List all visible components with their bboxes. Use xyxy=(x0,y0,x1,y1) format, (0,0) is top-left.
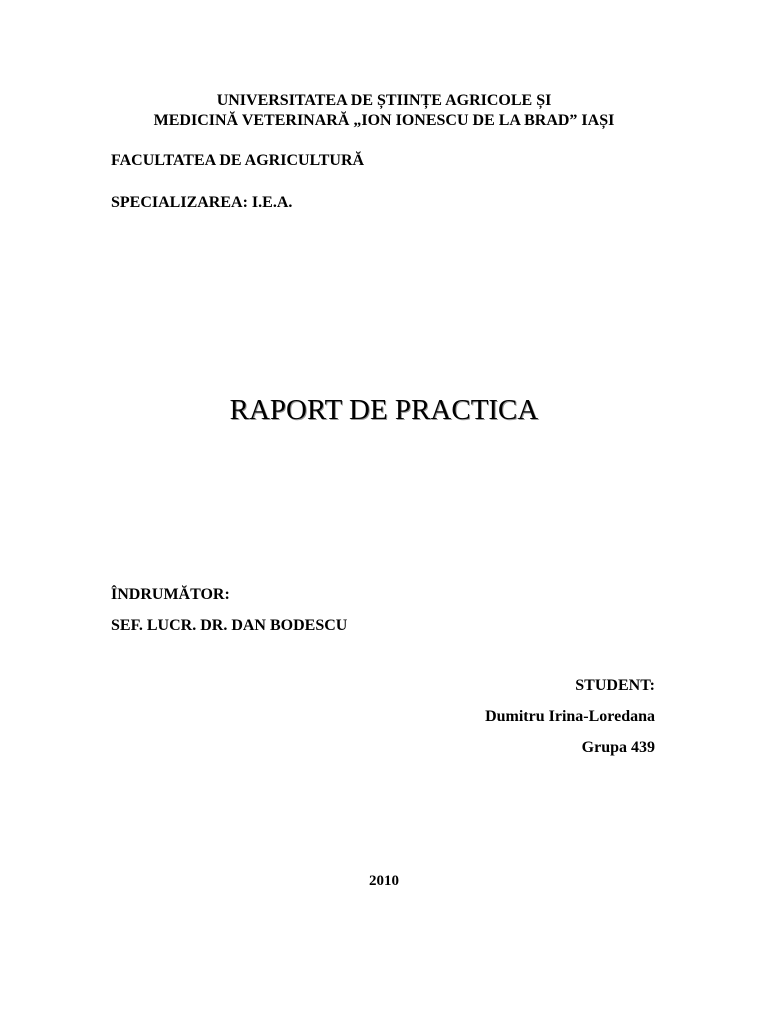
specialization: SPECIALIZAREA: I.E.A. xyxy=(111,194,293,211)
university-name-line-1: UNIVERSITATEA DE ȘTIINȚE AGRICOLE ȘI xyxy=(216,92,552,109)
university-name-line-2: MEDICINĂ VETERINARĂ „ION IONESCU DE LA BRAD” IAȘI xyxy=(153,112,615,129)
student-group: Grupa 439 xyxy=(581,739,655,756)
student-label: STUDENT: xyxy=(575,677,655,694)
advisor-name: SEF. LUCR. DR. DAN BODESCU xyxy=(111,617,348,634)
document-title: RAPORT DE PRACTICA xyxy=(229,394,539,426)
advisor-label: ÎNDRUMĂTOR: xyxy=(111,586,230,603)
document-year: 2010 xyxy=(369,873,399,889)
faculty-name: FACULTATEA DE AGRICULTURĂ xyxy=(111,152,365,169)
student-name: Dumitru Irina-Loredana xyxy=(485,708,655,725)
